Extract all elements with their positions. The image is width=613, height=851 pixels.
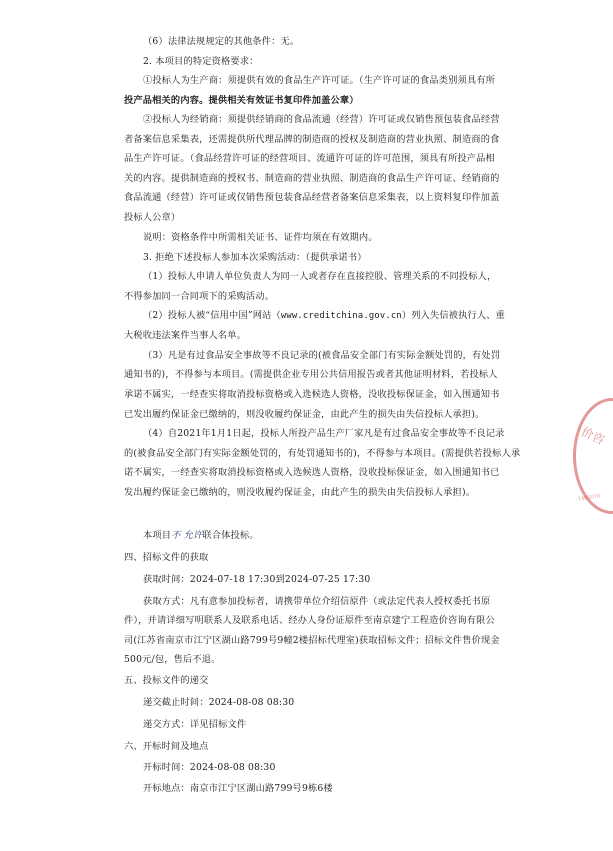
text-line: 已发出履约保证金已缴纳的，则没收履约保证金，由此产生的损失由失信投标人承担)。 — [124, 409, 485, 420]
text-line: 大税收违法案件当事人名单。 — [124, 330, 247, 341]
text-segment: ）列入失信被执行人、重 — [401, 310, 506, 321]
handwritten-fill: 不 允许 — [171, 530, 203, 541]
text-line — [143, 530, 259, 542]
text-line: （6）法律法规规定的其他条件：无。 — [143, 36, 300, 47]
text-line: 投产品相关的内容。提供相关有效证书复印件加盖公章） — [124, 95, 359, 106]
text-line: 司(江苏省南京市江宁区湖山路799号9幢2楼招标代理室)获取招标文件；招标文件售价现金 — [124, 635, 500, 646]
text-segment: 本项目 — [143, 530, 172, 541]
text-line: 获取时间：2024-07-18 17:30到2024-07-25 17:30 — [143, 574, 371, 585]
text-line: 递交截止时间：2024-08-08 08:30 — [143, 697, 295, 708]
text-line: 不得参加同一合同项下的采购活动。 — [124, 291, 275, 302]
section-heading: 六、开标时间及地点 — [124, 741, 209, 752]
section-heading: 五、投标文件的递交 — [124, 675, 209, 686]
text-segment: （2）投标人被“信用中国”网站（ — [143, 310, 281, 321]
text-line: 的(被食品安全部门有实际金额处罚的，有处罚通知书的)，不得参与本项目。(需提供若投标人承 — [124, 448, 521, 459]
section-heading: 四、招标文件的获取 — [124, 552, 209, 563]
text-line: 品生产许可证。（食品经营许可证的经营项目、流通许可证的许可范围，须具有所投产品相 — [124, 153, 495, 164]
text-line: 诺不属实，一经查实将取消投标资格或入选候选人资格，没收投标保证金，如入围通知书已 — [124, 467, 500, 478]
seal-text: 价咨 — [578, 424, 607, 448]
text-line: ①投标人为生产商：须提供有效的食品生产许可证。（生产许可证的食品类别须具有所 — [143, 75, 496, 86]
text-line: 投标人公章） — [124, 212, 181, 223]
text-line: 说明：资格条件中所需相关证书、证件均须在有效期内。 — [143, 232, 378, 243]
seal-number: 1402070 — [577, 493, 601, 503]
text-line: 开标地点：南京市江宁区湖山路799号9栋6楼 — [143, 783, 333, 794]
text-line: 者备案信息采集表，还需提供所代理品牌的制造商的授权及制造商的营业执照、制造商的食 — [124, 134, 500, 145]
text-line: （3）凡是有过食品安全事故等不良记录的(被食品安全部门有实际金额处罚的，有处罚 — [143, 350, 501, 361]
section-heading: 2. 本项目的特定资格要求： — [143, 56, 259, 67]
text-line: （4）自2021年1月1日起，投标人所投产品生产厂家凡是有过食品安全事故等不良记录 — [143, 428, 505, 439]
text-line: 食品流通（经营）许可证或仅销售预包装食品经营者备案信息采集表，以上资料复印件加盖 — [124, 192, 500, 203]
text-line: 承诺不属实，一经查实将取消投标资格或入选候选人资格，没收投标保证金，如入围通知书 — [124, 389, 500, 400]
company-seal-stamp — [573, 398, 613, 514]
text-line: 关的内容。提供制造商的授权书、制造商的营业执照、制造商的食品生产许可证、经销商的 — [124, 173, 500, 184]
text-line — [143, 310, 505, 322]
text-line: 递交方式：详见招标文件 — [143, 719, 247, 730]
text-line: （1）投标人申请人单位负责人为同一人或者存在直接控股、管理关系的不同投标人， — [143, 271, 497, 282]
text-segment: 联合体投标。 — [202, 530, 259, 541]
text-line: 件），并请详细写明联系人及联系电话、经办人身份证原件至南京建宁工程造价咨询有限公 — [124, 615, 495, 626]
section-heading: 3. 拒绝下述投标人参加本次采购活动：（提供承诺书） — [143, 252, 367, 263]
text-line: ②投标人为经销商：须提供经销商的食品流通（经营）许可证或仅销售预包装食品经营 — [143, 114, 500, 125]
website-url: www.creditchina.gov.cn — [280, 311, 402, 321]
text-line: 获取方式：凡有意参加投标者，请携带单位介绍信原件（或法定代表人授权委托书原 — [143, 596, 491, 607]
text-line: 发出履约保证金已缴纳的，则没收履约保证金，由此产生的损失由失信投标人承担)。 — [124, 487, 476, 498]
text-line: 开标时间：2024-08-08 08:30 — [143, 762, 276, 773]
text-line: 通知书的)，不得参与本项目。(需提供企业专用公共信用报告或者其他证明材料，若投标人 — [124, 369, 498, 380]
text-line: 500元/包，售后不退。 — [124, 654, 221, 665]
